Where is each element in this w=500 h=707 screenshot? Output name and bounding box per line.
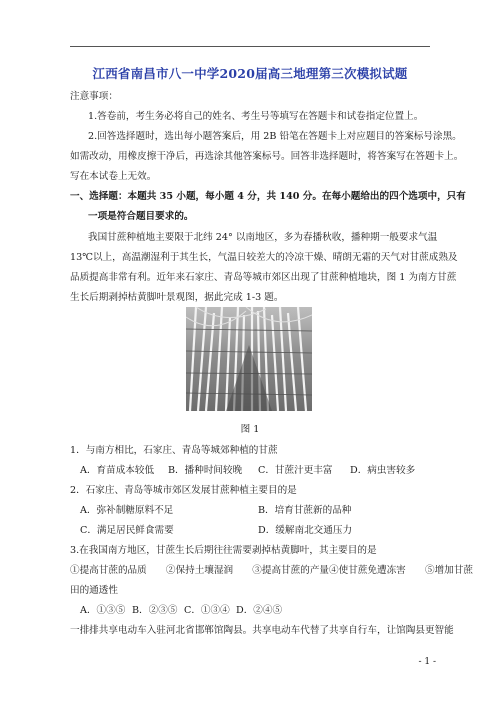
q3-stem: 3.在我国南方地区，甘蔗生长后期往往需要剥掉枯黄脚叶，其主要目的是 — [70, 545, 377, 556]
q2-option-c: C．满足居民鲜食需要 — [80, 525, 174, 536]
notice-2-cont: 如需改动，用橡皮擦干净后，再选涂其他答案标号。回答非选择题时，将答案写在答题卡上。 — [70, 151, 464, 162]
q1-option-d: D．病虫害较多 — [350, 465, 416, 476]
sugarcane-photo — [186, 307, 312, 411]
q3-option-c: C．①③④ — [184, 605, 230, 616]
q3-option-d: D．②④⑤ — [236, 605, 283, 616]
header-rule — [70, 46, 430, 47]
notice-heading: 注意事项： — [70, 91, 118, 102]
q3-option-a: A．①③⑤ — [80, 605, 126, 616]
passage-line-1: 我国甘蔗种植地主要限于北纬 24° 以南地区，多为春播秋收，播种期一般要求气温 — [88, 232, 438, 243]
section1-heading-cont: 一项是符合题目要求的。 — [88, 211, 194, 222]
page-number: - 1 - — [418, 657, 436, 667]
q1-option-a: A．育苗成本较低 — [80, 465, 155, 476]
figure-caption: 图 1 — [240, 424, 260, 435]
q1-stem: 1．与南方相比，石家庄、青岛等城郊种植的甘蔗 — [70, 445, 278, 456]
passage-line-2: 13℃以上，高温潮湿利于其生长，气温日较差大的冷凉干燥、晴朗无霜的天气对甘蔗成熟及 — [70, 252, 458, 263]
q1-option-b: B．播种时间较晚 — [168, 465, 243, 476]
q2-option-d: D．缓解南北交通压力 — [258, 525, 353, 536]
q2-option-a: A．弥补制糖原料不足 — [80, 505, 174, 516]
q1-option-c: C．甘蔗汁更丰富 — [258, 465, 333, 476]
passage-line-3: 品质提高非常有利。近年来石家庄、青岛等城市郊区出现了甘蔗种植地块，图 1 为南方甘蔗 — [70, 272, 457, 283]
section1-heading: 一、选择题：本题共 35 小题，每小题 4 分，共 140 分。在每小题给出的四个选项中，只有 — [70, 191, 466, 202]
notice-1: 1.答卷前，考生务必将自己的姓名、考生号等填写在答题卡和试卷指定位置上。 — [88, 111, 424, 122]
q3-choices: ①提高甘蔗的品质 ②保持土壤湿润 ③提高甘蔗的产量④使甘蔗免遭冻害 ⑤增加甘蔗 — [70, 565, 473, 576]
next-passage-line: 一排排共享电动车入驻河北省邯郸馆陶县。共享电动车代替了共享自行车，让馆陶县更智能 — [70, 625, 454, 636]
notice-2: 2.回答选择题时，选出每小题答案后，用 2B 铅笔在答题卡上对应题目的答案标号涂黑。 — [88, 131, 462, 142]
exam-title: 江西省南昌市八一中学2020届高三地理第三次模拟试题 — [92, 66, 408, 81]
notice-3: 写在本试卷上无效。 — [70, 171, 157, 182]
q2-stem: 2．石家庄、青岛等城市郊区发展甘蔗种植主要目的是 — [70, 485, 297, 496]
passage-line-4: 生长后期剥掉枯黄脚叶景观图，据此完成 1-3 题。 — [70, 292, 284, 303]
q3-option-b: B．②③⑤ — [132, 605, 178, 616]
q3-choices-cont: 田的通透性 — [70, 585, 118, 596]
q2-option-b: B．培育甘蔗新的品种 — [258, 505, 352, 516]
